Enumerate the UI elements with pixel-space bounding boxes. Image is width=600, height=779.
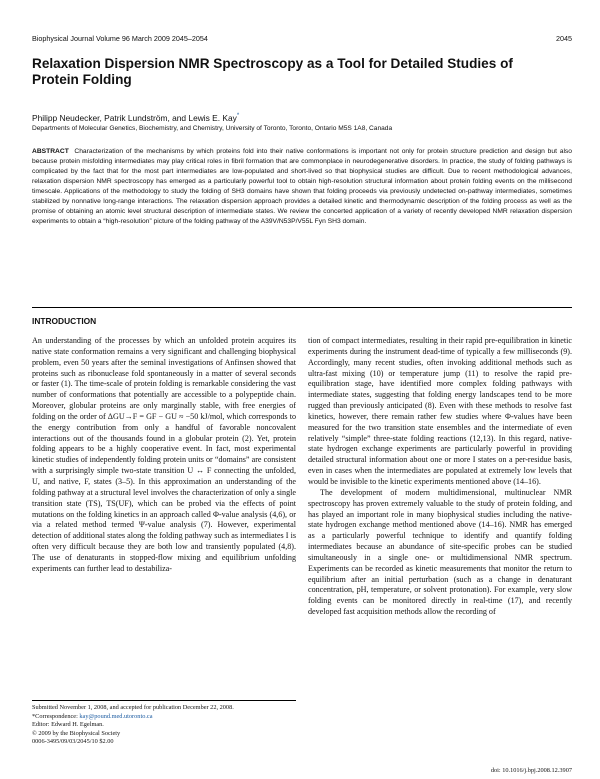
copyright-line: © 2009 by the Biophysical Society — [32, 729, 121, 737]
affiliation: Departments of Molecular Genetics, Biochemistry, and Chemistry, University of Toronto, Toronto, Ontario M5S 1A8, Canada — [32, 125, 393, 132]
abstract — [32, 147, 572, 227]
running-header — [32, 34, 572, 43]
journal-pages: 2045–2054 — [171, 34, 208, 43]
section-heading-introduction: INTRODUCTION — [32, 316, 97, 326]
footnote-divider — [32, 700, 296, 701]
submission-dates: Submitted November 1, 2008, and accepted for publication December 22, 2008. — [32, 704, 234, 711]
correspondence-email-link[interactable]: kay@pound.med.utoronto.ca — [79, 712, 153, 720]
journal-volume: Volume 96 — [95, 34, 130, 43]
journal-date: March 2009 — [131, 34, 170, 43]
section-divider — [32, 307, 572, 308]
footnotes — [32, 700, 296, 747]
paragraph: tion of compact intermediates, resulting in their rapid pre-equilibration in kinetic experiments during the instrument dead-time of typically a few milliseconds (9). Accordingly, many recent studies, often invoking additional methods such as ultra-fast mixing (10) or temperature jump (11) to resolve the rapid pre-equilibration stage, have identified more complex folding pathways with intermediate states, suggesting that folding energy landscapes tend to be more rugged than previously anticipated (8). Even with these methods to resolve fast kinetics, however, there remain rather few studies where Φ-values have been measured for the two transition state ensembles and the intermediate of even relatively “simple” three-state folding reactions (12,13). In this regard, native-state hydrogen exchange experiments are particularly powerful in providing detailed structural information about one or more I states on a per-residue basis, even in cases when the intermediates are populated at extremely low levels that would be invisible to the kinetic experiments mentioned above (14–16). — [308, 336, 572, 486]
paragraph: An understanding of the processes by which an unfolded protein acquires its native state conformation remains a very significant and challenging biophysical problem, even 50 years after the seminal investigations of Anfinsen showed that proteins such as ribonuclease fold spontaneously in a matter of several seconds or faster (1). The time-scale of protein folding is remarkable considering the vast number of conformations that potentially are accessible to a polypeptide chain. Moreover, globular proteins are only marginally stable, with free energies of folding on the order of ΔGU→F = GF − GU ≈ −50 kJ/mol, which corresponds to the energy contribution from only a handful of favorable noncovalent interactions out of the thousands found in a globular protein (2). Yet, protein folding appears to be a highly cooperative event. In fact, most experimental kinetic studies of independently folding protein units or “domains” are consistent with a surprisingly simple two-state transition U ↔ F connecting the unfolded, U, and native, F, states (3–5). In this approximation an understanding of the folding pathway at a structural level involves the characterization of only a single transition state (TS), TS(UF), which can be probed via the effects of point mutations on the folding kinetics in an approach called Φ-value analysis (4,6), or via a related method termed Ψ-value analysis (7). However, experimental detection of additional states along the folding pathway such as intermediates I is often very difficult because they are both low and transiently populated (4,8). The use of denaturants in stopped-flow mixing and equilibrium unfolding experiments can further lead to destabiliza- — [32, 336, 296, 573]
author-list — [32, 113, 572, 123]
correspondence-label: *Correspondence: — [32, 712, 78, 720]
journal-name: Biophysical Journal — [32, 34, 94, 43]
correspondence-line — [32, 713, 296, 722]
author-names: Philipp Neudecker, Patrik Lundström, and Lewis E. Kay — [32, 113, 237, 123]
editor-line: Editor: Edward H. Egelman. — [32, 721, 104, 729]
doi[interactable]: doi: 10.1016/j.bpj.2008.12.3907 — [490, 767, 572, 774]
page-number: 2045 — [556, 34, 572, 43]
abstract-label: ABSTRACT — [32, 148, 69, 155]
corresponding-author-mark[interactable]: * — [236, 113, 240, 120]
abstract-text: Characterization of the mechanisms by which proteins fold into their native conformations is important not only for protein structure prediction and design but also because protein misfolding intermediates may play critical roles in fibril formation that are commonplace in neurodegenerative disorders. In practice, the study of folding pathways is complicated by the fact that for the most part intermediates are low-populated and short-lived so that biophysical studies are difficult. Due to recent methodological advances, relaxation dispersion NMR spectroscopy has emerged as a particularly powerful tool to obtain high-resolution structural information about protein folding events on the millisecond timescale. Applications of the methodology to study the folding of SH3 domains have shown that folding proceeds via previously undetected on-pathway intermediates, sometimes stabilized by nonnative long-range interactions. The relaxation dispersion approach provides a detailed kinetic and thermodynamic description of the folding process as well as the promise of obtaining an atomic level structural description of intermediate states. We review the concerted application of a variety of recently developed NMR relaxation dispersion experiments to obtain a “high-resolution” picture of the folding pathway of the A39V/N53P/V55L Fyn SH3 domain. — [32, 148, 572, 225]
body-column-right — [308, 336, 572, 618]
paragraph: The development of modern multidimensional, multinuclear NMR spectroscopy has proven extremely valuable to the study of protein folding, and has played an important role in many biophysical studies including the native-state hydrogen exchange method mentioned above (14–16). NMR has emerged as a particularly powerful technique to identify and quantify folding intermediates because an abundance of site-specific probes can be studied simultaneously in a single one- or multidimensional NMR spectrum. Experiments can be recorded as kinetic measurements that monitor the return to equilibrium after an initial perturbation (such as a change in denaturant concentration, pH, temperature, or solvent protonation). For example, very slow folding events can be monitored directly in real-time (17), and recently developed fast acquisition methods allow the recording of — [308, 487, 572, 617]
issn-line: 0006-3495/09/03/2045/10 $2.00 — [32, 738, 114, 746]
article-title: Relaxation Dispersion NMR Spectroscopy as a Tool for Detailed Studies of Protein Folding — [32, 56, 513, 87]
body-column-left — [32, 336, 296, 575]
